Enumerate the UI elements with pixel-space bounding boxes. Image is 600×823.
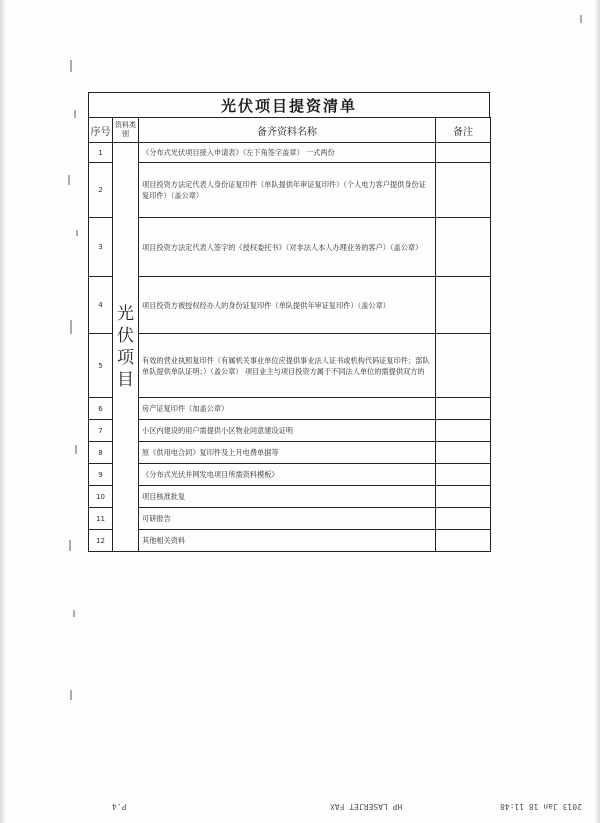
scan-speck bbox=[73, 610, 75, 617]
scan-speck bbox=[76, 230, 78, 236]
table-row bbox=[89, 530, 491, 552]
header-type: 资料类别 bbox=[113, 118, 139, 143]
table-row bbox=[89, 334, 491, 398]
row-number: 9 bbox=[89, 464, 113, 486]
row-note bbox=[436, 163, 491, 218]
table-row bbox=[89, 420, 491, 442]
scan-speck bbox=[68, 175, 70, 185]
fax-footer bbox=[0, 796, 600, 818]
row-number: 3 bbox=[89, 218, 113, 277]
category-char: 伏 bbox=[117, 326, 134, 346]
header-no: 序号 bbox=[89, 118, 113, 143]
row-item: 原《供用电合同》复印件及上月电费单据等 bbox=[139, 442, 436, 464]
fax-timestamp: 2013 Jan 18 11:48 bbox=[500, 802, 582, 811]
row-number: 5 bbox=[89, 334, 113, 398]
scan-speck bbox=[75, 445, 77, 454]
row-note bbox=[436, 277, 491, 334]
row-item: 可研报告 bbox=[139, 508, 436, 530]
row-item: 其他相关资料 bbox=[139, 530, 436, 552]
row-note bbox=[436, 334, 491, 398]
document-title: 光伏项目提资清单 bbox=[88, 92, 490, 117]
row-note bbox=[436, 218, 491, 277]
row-number: 4 bbox=[89, 277, 113, 334]
row-number: 10 bbox=[89, 486, 113, 508]
scan-speck bbox=[70, 320, 72, 334]
scan-speck bbox=[70, 690, 72, 700]
row-item: 项目核准批复 bbox=[139, 486, 436, 508]
scan-speck bbox=[70, 60, 72, 72]
row-item: 项目投资方被授权经办人的身份证复印件（单队提供年审证复印件）（盖公章） bbox=[139, 277, 436, 334]
table-row bbox=[89, 163, 491, 218]
row-note bbox=[436, 508, 491, 530]
table-row bbox=[89, 464, 491, 486]
row-item: 《分布式光伏项目接入申请表》（左下角签字盖章） 一式两份 bbox=[139, 143, 436, 163]
fax-page-number: P.4 bbox=[112, 802, 127, 811]
table-row bbox=[89, 442, 491, 464]
scan-edge-right bbox=[594, 0, 600, 823]
row-item: 有效的营业执照复印件（有属机关事业单位应提供事业法人证书或机构代码证复印件；部队单队提供单队证明；）（盖公章） 项目业主与项目投资方属于不同法人单位的需提供双方的 bbox=[139, 334, 436, 398]
row-note bbox=[436, 420, 491, 442]
table-header-row bbox=[89, 118, 491, 143]
row-number: 12 bbox=[89, 530, 113, 552]
row-note bbox=[436, 143, 491, 163]
table-row bbox=[89, 143, 491, 163]
table-row bbox=[89, 486, 491, 508]
row-note bbox=[436, 486, 491, 508]
row-number: 8 bbox=[89, 442, 113, 464]
row-number: 2 bbox=[89, 163, 113, 218]
header-name: 备齐资料名称 bbox=[139, 118, 436, 143]
checklist-document bbox=[88, 92, 490, 552]
scan-speck bbox=[74, 110, 76, 118]
row-note bbox=[436, 442, 491, 464]
header-note: 备注 bbox=[436, 118, 491, 143]
table-row bbox=[89, 218, 491, 277]
scan-speck bbox=[69, 540, 71, 551]
row-item: 房产证复印件（加盖公章） bbox=[139, 398, 436, 420]
row-note bbox=[436, 398, 491, 420]
table-row bbox=[89, 277, 491, 334]
row-number: 1 bbox=[89, 143, 113, 163]
category-char: 目 bbox=[117, 370, 134, 390]
row-note bbox=[436, 464, 491, 486]
category-cell bbox=[113, 143, 139, 552]
row-number: 7 bbox=[89, 420, 113, 442]
row-item: 《分布式光伏并网发电项目所需资料模板》 bbox=[139, 464, 436, 486]
scan-edge-left bbox=[0, 0, 6, 823]
row-note bbox=[436, 530, 491, 552]
category-char: 光 bbox=[117, 304, 134, 324]
checklist-table bbox=[88, 117, 491, 552]
row-number: 6 bbox=[89, 398, 113, 420]
fax-device-name: HP LASERJET FAX bbox=[330, 802, 403, 811]
table-row bbox=[89, 398, 491, 420]
scan-speck bbox=[580, 15, 582, 23]
row-item: 小区内建设的用户需提供小区物业同意建设证明 bbox=[139, 420, 436, 442]
row-number: 11 bbox=[89, 508, 113, 530]
category-char: 项 bbox=[117, 348, 134, 368]
row-item: 项目投资方法定代表人身份证复印件（单队提供年审证复印件）（个人电力客户提供身份证复印件）（盖公章） bbox=[139, 163, 436, 218]
table-row bbox=[89, 508, 491, 530]
row-item: 项目投资方法定代表人签字的《授权委托书》（对非法人本人办理业务的客户）（盖公章） bbox=[139, 218, 436, 277]
